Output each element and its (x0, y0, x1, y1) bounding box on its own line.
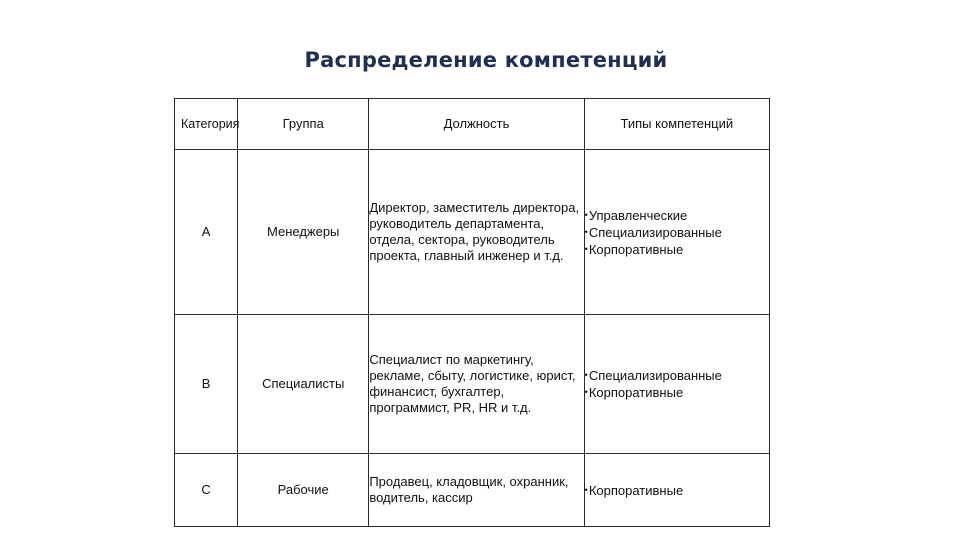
competency-item (585, 224, 769, 241)
header-group: Группа (238, 99, 369, 150)
bullet-icon: • (584, 243, 588, 254)
row-position: Директор, заместитель директора, руководитель департамента, отдела, сектора, руководитель проекта, главный инженер и т.д. (369, 150, 584, 315)
row-position: Продавец, кладовщик, охранник, водитель, кассир (369, 454, 584, 527)
header-competency-types: Типы компетенций (584, 99, 769, 150)
bullet-icon: • (584, 484, 588, 495)
row-group: Рабочие (238, 454, 369, 527)
bullet-icon: • (584, 226, 588, 237)
header-position: Должность (369, 99, 584, 150)
table-header-row (175, 99, 770, 150)
table-row (175, 150, 770, 315)
table-row (175, 315, 770, 454)
competency-item-label: Корпоративные (588, 241, 684, 257)
bullet-icon: • (584, 370, 588, 380)
row-position: Специалист по маркетингу, рекламе, сбыту, логистике, юрист, финансист, бухгалтер, программист, PR, HR и т.д. (369, 315, 584, 454)
competency-item-label: Управленческие (588, 207, 688, 223)
competency-item-label: Корпоративные (588, 385, 684, 400)
bullet-icon: • (584, 387, 588, 397)
header-category-label: Категория (181, 117, 240, 131)
row-group: Менеджеры (238, 150, 369, 315)
competency-item (585, 207, 769, 224)
slide-title: Распределение компетенций (304, 48, 668, 72)
row-competency-types (584, 315, 769, 454)
competency-item (585, 367, 769, 384)
row-category: C (175, 454, 238, 527)
competency-item (585, 241, 769, 258)
row-category: A (175, 150, 238, 315)
bullet-icon: • (584, 209, 588, 220)
competency-item-label: Специализированные (588, 368, 722, 383)
competency-table (174, 98, 770, 527)
competency-item-label: Корпоративные (588, 482, 684, 498)
row-competency-types (584, 454, 769, 527)
competency-item (585, 482, 769, 499)
row-category: B (175, 315, 238, 454)
row-competency-types (584, 150, 769, 315)
competency-item-label: Специализированные (588, 224, 722, 240)
row-group: Специалисты (238, 315, 369, 454)
header-category (175, 99, 238, 150)
competency-item (585, 384, 769, 401)
table-row (175, 454, 770, 527)
